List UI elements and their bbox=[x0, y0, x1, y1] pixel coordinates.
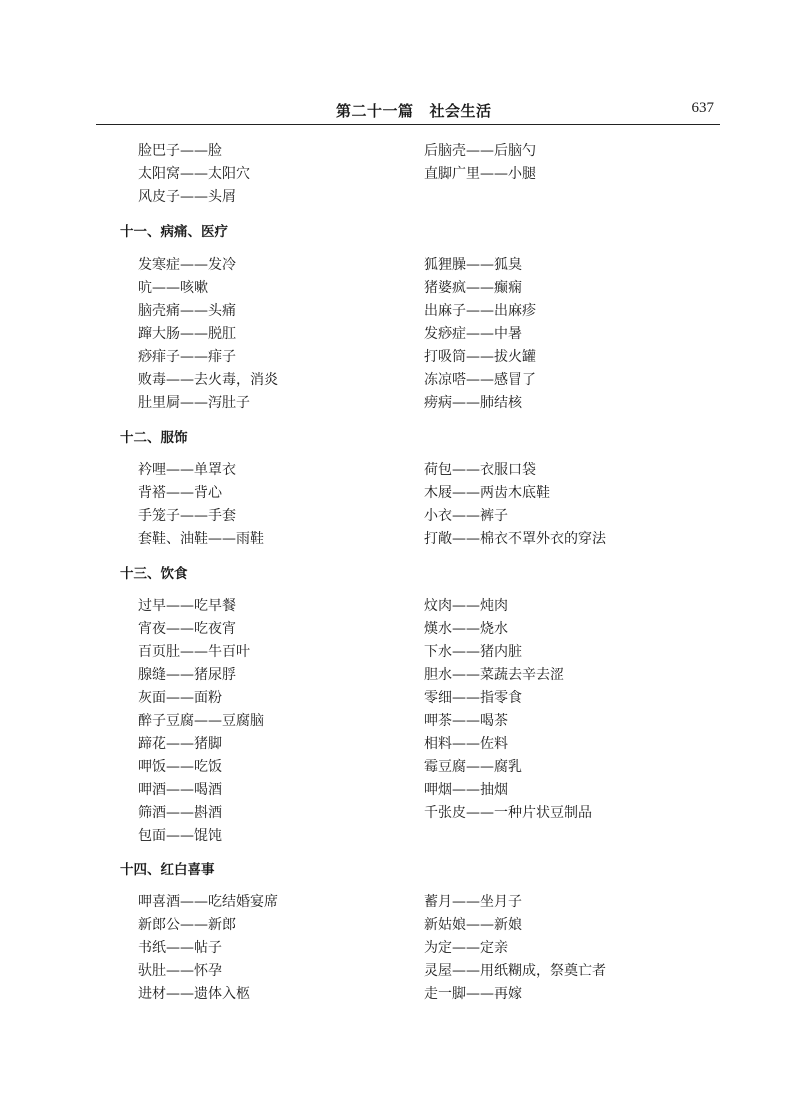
list-item: 手笼子——手套 bbox=[138, 508, 236, 524]
list-item: 新郎公——新郎 bbox=[138, 917, 236, 933]
page-header bbox=[96, 100, 720, 125]
list-item: 出麻子——出麻疹 bbox=[424, 303, 536, 319]
list-item: 新姑娘——新娘 bbox=[424, 917, 522, 933]
list-item: 蹿大肠——脱肛 bbox=[138, 326, 236, 342]
list-item: 痧痱子——痱子 bbox=[138, 349, 236, 365]
list-item: 蓄月——坐月子 bbox=[424, 894, 522, 910]
list-item: 败毒——去火毒，消炎 bbox=[138, 372, 278, 388]
list-item: 零细——指零食 bbox=[424, 690, 522, 706]
list-item: 打敞——棉衣不罩外衣的穿法 bbox=[424, 531, 606, 547]
list-item: 套鞋、油鞋——雨鞋 bbox=[138, 531, 264, 547]
list-item: 呷酒——喝酒 bbox=[138, 782, 222, 798]
list-item: 书纸——帖子 bbox=[138, 940, 222, 956]
list-item: 狐狸臊——狐臭 bbox=[424, 257, 522, 273]
page-number: 637 bbox=[691, 100, 714, 116]
list-item: 小衣——裤子 bbox=[424, 508, 508, 524]
list-item: 蹄花——猪脚 bbox=[138, 736, 222, 752]
list-item: 脸巴子——脸 bbox=[138, 143, 222, 159]
list-item: 霉豆腐——腐乳 bbox=[424, 759, 522, 775]
list-item: 打吸筒——拔火罐 bbox=[424, 349, 536, 365]
chapter-label: 第二十一篇 bbox=[336, 102, 414, 120]
section-title: 十三、饮食 bbox=[120, 566, 188, 582]
list-item: 为定——定亲 bbox=[424, 940, 508, 956]
list-item: 走一脚——再嫁 bbox=[424, 986, 522, 1002]
list-item: 直脚广里——小腿 bbox=[424, 166, 536, 182]
list-item: 相料——佐料 bbox=[424, 736, 508, 752]
list-item: 衿哩——单罩衣 bbox=[138, 462, 236, 478]
list-item: 下水——猪内脏 bbox=[424, 644, 522, 660]
list-item: 灵屋——用纸糊成，祭奠亡者 bbox=[424, 963, 606, 979]
list-item: 风皮子——头屑 bbox=[138, 189, 236, 205]
list-item: 呷饭——吃饭 bbox=[138, 759, 222, 775]
list-item: 熯水——烧水 bbox=[424, 621, 508, 637]
list-item: 炆肉——炖肉 bbox=[424, 598, 508, 614]
list-item: 腺缝——猪尿脬 bbox=[138, 667, 236, 683]
list-item: 猪婆疯——癫痫 bbox=[424, 280, 522, 296]
list-item: 太阳窝——太阳穴 bbox=[138, 166, 250, 182]
running-title bbox=[336, 100, 508, 121]
chapter-title: 社会生活 bbox=[429, 102, 492, 120]
list-item: 千张皮——一种片状豆制品 bbox=[424, 805, 592, 821]
list-item: 醉子豆腐——豆腐脑 bbox=[138, 713, 264, 729]
list-item: 驮肚——怀孕 bbox=[138, 963, 222, 979]
list-item: 发寒症——发冷 bbox=[138, 257, 236, 273]
list-item: 肚里屙——泻肚子 bbox=[138, 395, 250, 411]
list-item: 吭——咳嗽 bbox=[138, 280, 208, 296]
list-item: 后脑壳——后脑勺 bbox=[424, 143, 536, 159]
list-item: 背褡——背心 bbox=[138, 485, 222, 501]
list-item: 脑壳痛——头痛 bbox=[138, 303, 236, 319]
list-item: 过早——吃早餐 bbox=[138, 598, 236, 614]
list-item: 呷茶——喝茶 bbox=[424, 713, 508, 729]
section-title: 十四、红白喜事 bbox=[120, 862, 215, 878]
list-item: 呷喜酒——吃结婚宴席 bbox=[138, 894, 278, 910]
section-title: 十二、服饰 bbox=[120, 430, 188, 446]
list-item: 呷烟——抽烟 bbox=[424, 782, 508, 798]
list-item: 发痧症——中暑 bbox=[424, 326, 522, 342]
list-item: 痨病——肺结核 bbox=[424, 395, 522, 411]
section-title: 十一、病痛、医疗 bbox=[120, 224, 228, 240]
list-item: 宵夜——吃夜宵 bbox=[138, 621, 236, 637]
list-item: 筛酒——斟酒 bbox=[138, 805, 222, 821]
list-item: 进材——遗体入柩 bbox=[138, 986, 250, 1002]
list-item: 百页肚——牛百叶 bbox=[138, 644, 250, 660]
list-item: 冻凉嗒——感冒了 bbox=[424, 372, 536, 388]
list-item: 荷包——衣服口袋 bbox=[424, 462, 536, 478]
list-item: 灰面——面粉 bbox=[138, 690, 222, 706]
list-item: 包面——馄饨 bbox=[138, 828, 222, 844]
list-item: 木屐——两齿木底鞋 bbox=[424, 485, 550, 501]
list-item: 胆水——菜蔬去辛去涩 bbox=[424, 667, 564, 683]
